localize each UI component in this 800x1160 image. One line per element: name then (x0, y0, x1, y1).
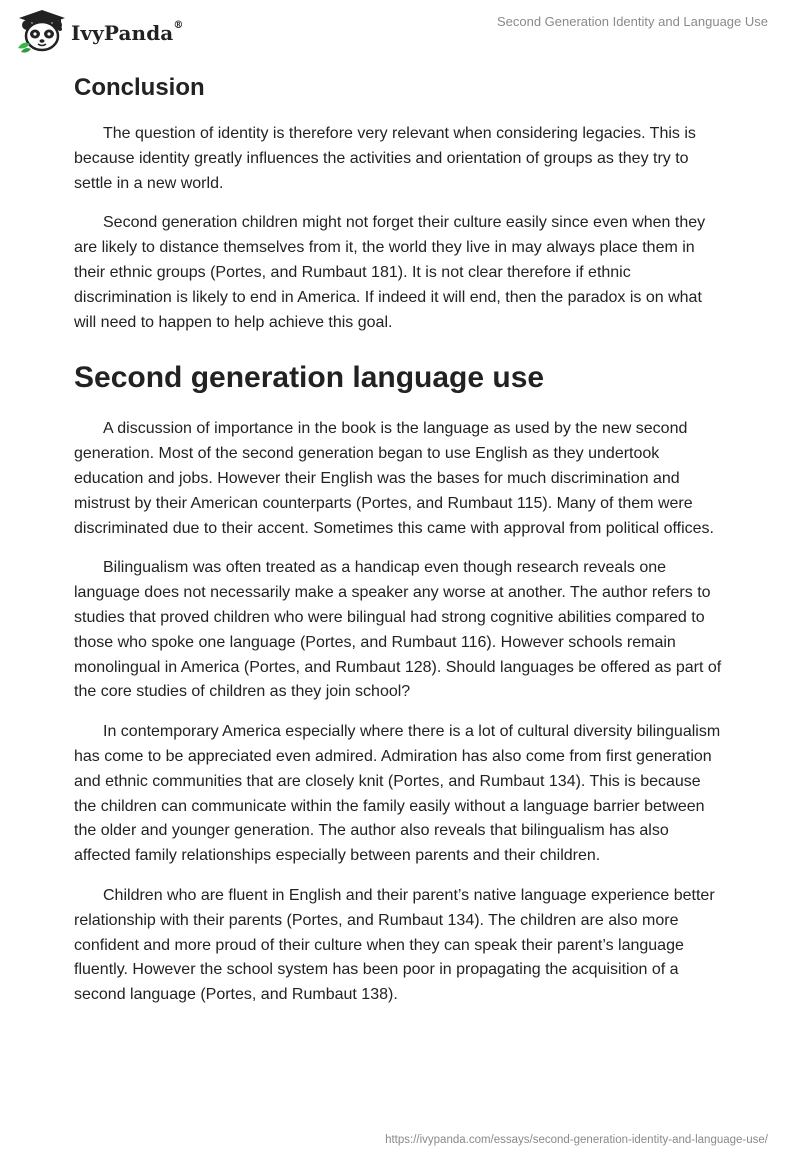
page-header (0, 0, 800, 60)
conclusion-paragraph-1: The question of identity is therefore very relevant when considering legacies. This is because identity greatly influences the activities and orientation of groups as they try to settle in a new world. (74, 125, 696, 192)
language-paragraph-1: A discussion of importance in the book is the language as used by the new second generation. Most of the second generation began to use English as they undertook education and jobs. However their English was the bases for much discrimination and mistrust by their American counterparts (Portes, and Rumbaut 115). Many of them were discriminated due to their accent. Sometimes this came with approval from political offices. (74, 420, 714, 537)
source-url-link[interactable]: https://ivypanda.com/essays/second-generation-identity-and-language-use/ (385, 1134, 768, 1146)
conclusion-heading: Conclusion (74, 74, 205, 101)
essay-content (74, 72, 726, 1023)
language-section-heading: Second generation language use (74, 361, 545, 395)
panda-logo-icon (15, 8, 69, 54)
conclusion-paragraph-2: Second generation children might not forget their culture easily since even when they are likely to distance themselves from it, the world they live in may always place them in their ethnic groups (Portes, and Rumbaut 181). It is not clear therefore if ethnic discrimination is likely to end in America. If indeed it will end, then the paradox is on what will need to happen to help achieve this goal. (74, 214, 706, 331)
brand-name: IvyPanda® (71, 20, 184, 45)
language-paragraph-3: In contemporary America especially where there is a lot of cultural diversity bilingualism has come to be appreciated even admired. Admiration has also come from first generation and ethnic communities that are closely knit (Portes, and Rumbaut 134). This is because the children can communicate within the family easily without a language barrier between the older and younger generation. The author also reveals that bilingualism has also affected family relationships especially between parents and their children. (74, 723, 721, 865)
document-title: Second Generation Identity and Language Use (496, 14, 768, 29)
language-paragraph-2: Bilingualism was often treated as a handicap even though research reveals one language does not necessarily make a speaker any worse at another. The author refers to studies that proved children who were bilingual had strong cognitive abilities compared to those who spoke one language (Portes, and Rumbaut 116). However schools remain monolingual in America (Portes, and Rumbaut 128). Should languages be offered as part of the core studies of children as they join school? (74, 559, 722, 701)
ivypanda-logo-link[interactable] (15, 8, 183, 54)
language-paragraph-4: Children who are fluent in English and their parent’s native language experience better relationship with their parents (Portes, and Rumbaut 134). The children are also more confident and more proud of their culture when they can speak their parent’s language fluently. However the school system has been poor in propagating the acquisition of a second language (Portes, and Rumbaut 138). (74, 886, 715, 1004)
